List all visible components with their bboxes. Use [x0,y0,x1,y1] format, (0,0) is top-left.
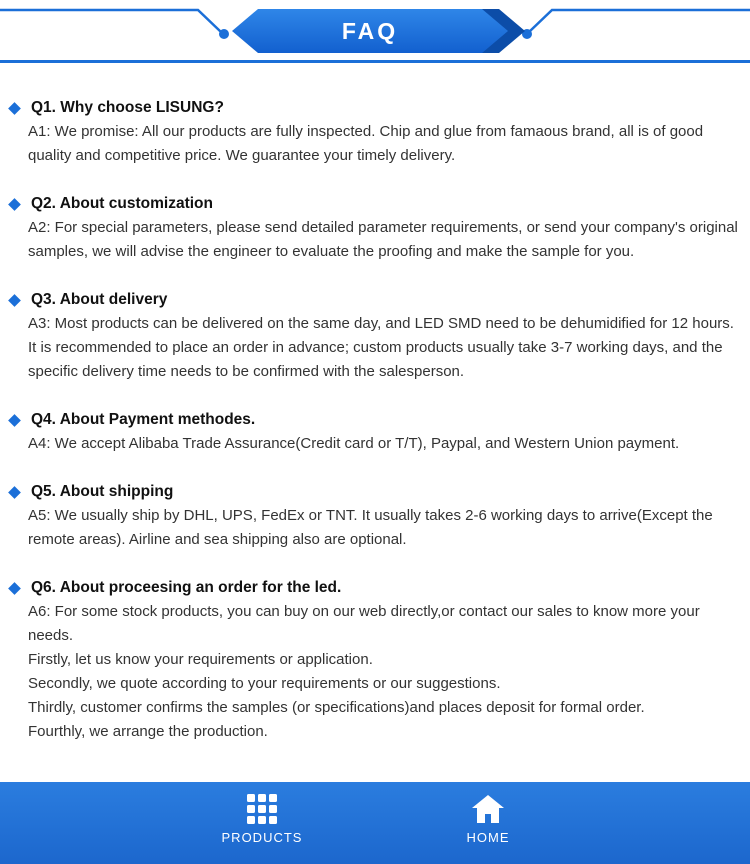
faq-answer: A5: We usually ship by DHL, UPS, FedEx or TNT. It usually takes 2-6 working days to arrive(Except the remote areas). Airline and sea shipping also are optional. [28,507,713,548]
faq-question-row [0,576,750,600]
faq-question: Q3. About delivery [31,291,168,308]
nav-item-products[interactable] [214,793,310,864]
grid-icon [247,793,277,825]
faq-item [0,408,750,456]
diamond-bullet-icon [8,102,21,115]
diamond-bullet-icon [8,414,21,427]
faq-answer: Secondly, we quote according to your requirements or our suggestions. [28,675,501,692]
faq-question-row [0,288,750,312]
diamond-bullet-icon [8,582,21,595]
diamond-bullet-icon [8,198,21,211]
faq-question-row [0,408,750,432]
faq-question: Q6. About proceesing an order for the led. [31,579,342,596]
faq-answer: A4: We accept Alibaba Trade Assurance(Credit card or T/T), Paypal, and Western Union payment. [28,435,680,452]
faq-question-row [0,96,750,120]
faq-answer: Firstly, let us know your requirements or application. [28,651,373,668]
header-divider-line [0,60,750,63]
faq-answer: A6: For some stock products, you can buy on our web directly,or contact our sales to know more your needs. [28,603,700,644]
faq-question: Q2. About customization [31,195,213,212]
page-title: FAQ [341,18,399,44]
diamond-bullet-icon [8,294,21,307]
faq-header [0,0,750,70]
header-right-line [529,10,750,32]
faq-question: Q5. About shipping [31,483,174,500]
faq-item [0,288,750,384]
faq-content [0,70,750,782]
home-icon [471,793,505,825]
faq-answer: Fourthly, we arrange the production. [28,723,268,740]
faq-answer: A1: We promise: All our products are fully inspected. Chip and glue from famaous brand, all is of good quality and competitive price. We guarantee your timely delivery. [28,123,704,164]
faq-item [0,576,750,744]
nav-item-label: HOME [466,830,510,845]
nav-item-label: PRODUCTS [221,830,303,845]
faq-question-row [0,480,750,504]
faq-item [0,480,750,552]
faq-answer: Thirdly, customer confirms the samples (or specifications)and places deposit for formal order. [28,699,645,716]
footer-nav [0,782,750,864]
header-left-line [0,10,221,32]
faq-question: Q4. About Payment methodes. [31,411,256,428]
faq-item [0,192,750,264]
faq-question: Q1. Why choose LISUNG? [31,99,224,116]
diamond-bullet-icon [8,486,21,499]
faq-answer: A2: For special parameters, please send detailed parameter requirements, or send your company's original samples, we will advise the engineer to evaluate the proofing and make the sample for you. [28,219,738,260]
faq-answer: A3: Most products can be delivered on the same day, and LED SMD need to be dehumidified for 12 hours. It is recommended to place an order in advance; custom products usually take 3-7 working days, and the specific delivery time needs to be confirmed with the salesperson. [28,315,734,380]
faq-item [0,96,750,168]
nav-item-home[interactable] [440,793,536,864]
header-left-dot [219,29,229,39]
faq-question-row [0,192,750,216]
